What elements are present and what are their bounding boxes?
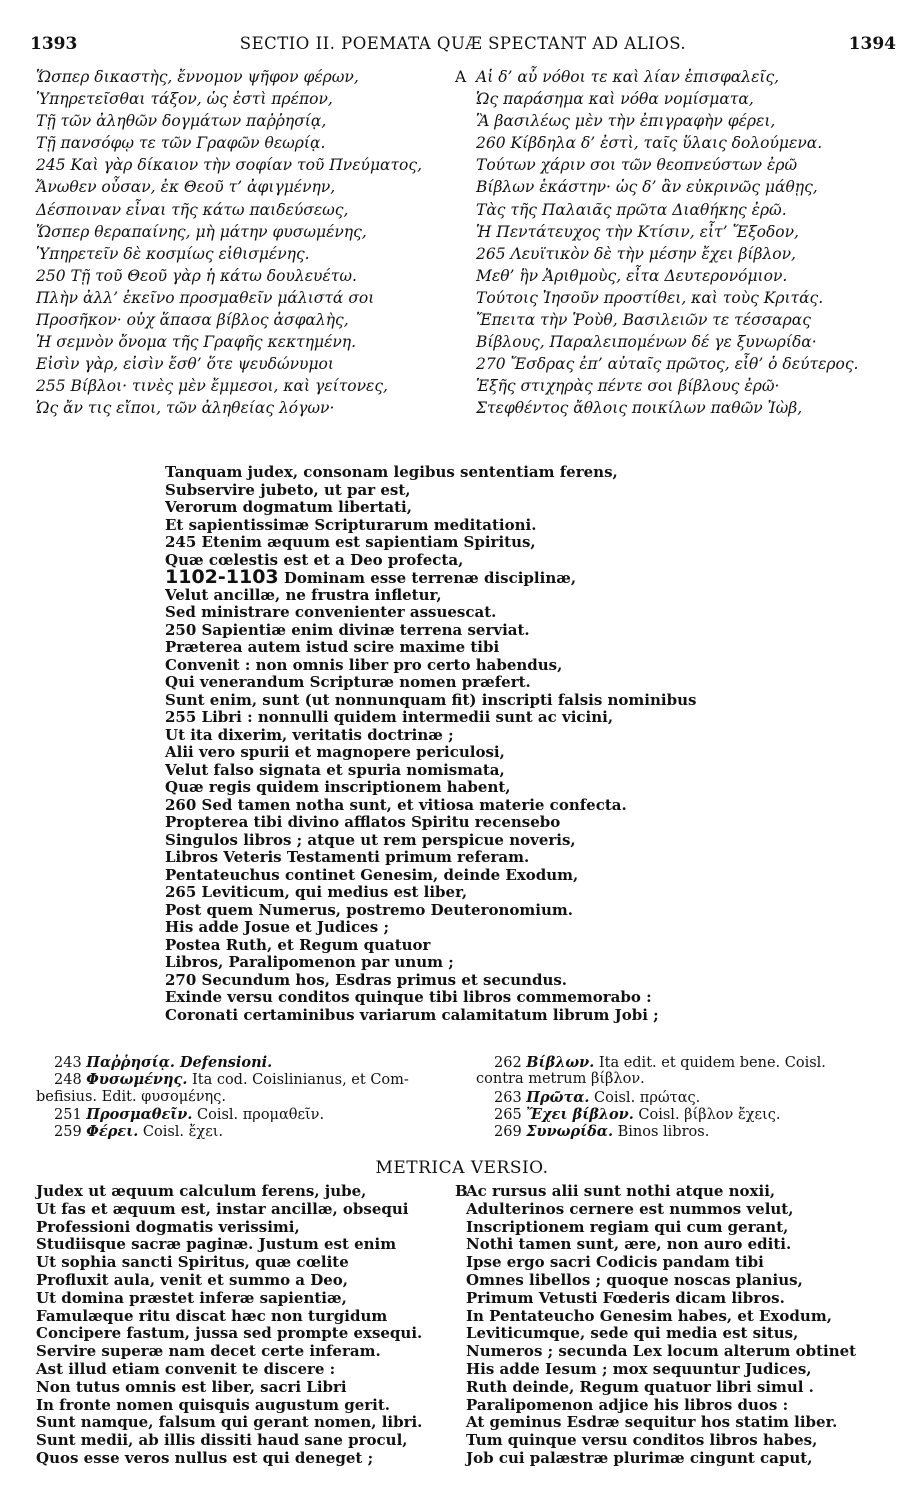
footnote-text: Coisl. προμαθεῖν.	[197, 1106, 325, 1123]
greek-verse-line: 255 Βίβλοι· τινὲς μὲν ἔμμεσοι, καὶ γείτονες,	[36, 377, 388, 396]
latin-verse-line	[165, 622, 885, 640]
greek-verse-line: Ἡ Πεντάτευχος τὴν Κτίσιν, εἶτ’ Ἔξοδον,	[476, 222, 799, 241]
metrica-verse-line: Studiisque sacræ paginæ. Justum est enim	[36, 1235, 397, 1254]
metrica-verse-line: Ruth deinde, Regum quatuor libri simul .	[466, 1377, 814, 1396]
metrica-verse-line: Concipere fastum, jussa sed prompte exsequi.	[36, 1324, 423, 1343]
latin-verse-line	[165, 499, 885, 517]
metrica-verse-line: Ipse ergo sacri Codicis pandam tibi	[466, 1253, 764, 1272]
greek-verse-line: Αἱ δ’ αὖ νόθοι τε καὶ λίαν ἐπισφαλεῖς,	[476, 68, 780, 86]
running-head: SECTIO II. POEMATA QUÆ SPECTANT AD ALIOS.	[239, 34, 687, 53]
footnote-num: 265	[494, 1106, 522, 1123]
greek-verse-line: Τούτοις Ἰησοῦν προστίθει, καὶ τοὺς Κριτάς.	[476, 288, 824, 307]
footnote-num: 243	[54, 1055, 82, 1071]
greek-verse-line: Ὡς ἄν τις εἴποι, τῶν ἀληθείας λόγων·	[36, 399, 335, 418]
latin-verse-text: Dominam esse terrenæ disciplinæ,	[283, 569, 577, 587]
latin-verse-text: Alii vero spurii et magnopere periculosi,	[165, 743, 505, 761]
latin-verse-text: Quæ cœlestis est et a Deo profecta,	[165, 550, 464, 569]
greek-verse-line: Πλὴν ἀλλ’ ἐκεῖνο προσμαθεῖν μάλιστά σοι	[36, 288, 375, 307]
latin-verse-text: Velut ancillæ, ne frustra infletur,	[165, 585, 442, 604]
latin-verse-line	[165, 849, 885, 867]
metrica-verse-line: At geminus Esdræ sequitur hos statim liber.	[466, 1413, 838, 1432]
metrica-verse-line: Inscriptionem regiam qui cum gerant,	[466, 1217, 789, 1236]
metrica-verse-line: Ut domina præstet inferæ sapientiæ,	[36, 1288, 347, 1307]
latin-verse-text: His adde Josue et Judices ;	[165, 918, 389, 936]
footnote-num: 251	[54, 1106, 82, 1123]
latin-verse-text: Ut ita dixerim, veritatis doctrinæ ;	[165, 725, 454, 744]
metrica-verse-line: Omnes libellos ; quoque noscas planius,	[466, 1270, 803, 1289]
metrica-verse-line: Ac rursus alii sunt nothi atque noxii,	[466, 1182, 776, 1200]
footnote-line	[476, 1054, 896, 1071]
latin-verse-line	[165, 989, 885, 1007]
footnote-line	[476, 1123, 896, 1140]
metrica-verse-line: Primum Vetusti Fœderis dicam libros.	[466, 1288, 785, 1307]
latin-verse-line	[165, 464, 885, 482]
greek-verse-line: Τὰς τῆς Παλαιᾶς πρῶτα Διαθήκης ἐρῶ.	[476, 200, 787, 219]
greek-verse-line: Προσῆκον· οὐχ ἅπασα βίβλος ἀσφαλὴς,	[36, 311, 349, 330]
metrica-verse-line: Tum quinque versu conditos libros habes,	[466, 1431, 818, 1450]
latin-verse-line	[165, 727, 885, 745]
greek-verse-line: Στεφθέντος ἄθλοις ποικίλων παθῶν Ἰὼβ,	[476, 399, 803, 418]
footnotes-left-column	[36, 1054, 456, 1140]
latin-verse-text: 255 Libri : nonnulli quidem intermedii sunt ac vicini,	[165, 708, 614, 726]
footnote-key: Πρῶτα.	[526, 1088, 590, 1106]
greek-verse-line: Τῇ τῶν ἀληθῶν δογμάτων παῤῥησίᾳ,	[36, 112, 327, 131]
latin-verse-text: Libros, Paralipomenon par unum ;	[165, 953, 454, 971]
footnote-num: 269	[494, 1124, 522, 1141]
latin-verse-text: Subservire jubeto, ut par est,	[165, 480, 411, 499]
footnote-text: Coisl. βίβλον ἔχεις.	[638, 1106, 781, 1123]
greek-verse-line: Ὥσπερ θεραπαίνης, μὴ μάτην φυσωμένης,	[36, 222, 367, 241]
latin-verse-line	[165, 884, 885, 902]
latin-verse-text: Qui venerandum Scripturæ nomen præfert.	[165, 673, 531, 691]
footnote-key: Φυσωμένης.	[86, 1071, 188, 1089]
column-number: 1102-1103	[165, 566, 279, 588]
footnote-num: 263	[494, 1089, 522, 1106]
greek-text-left-column	[36, 66, 456, 420]
metrica-verse-line: Quos esse veros nullus est qui deneget ;	[36, 1448, 374, 1467]
latin-verse-line	[165, 639, 885, 657]
footnote-num: 262	[494, 1055, 522, 1071]
footnote-key: Βίβλων.	[526, 1054, 595, 1071]
greek-verse-line: Ὑπηρετεῖν δὲ κοσμίως εἰθισμένης.	[36, 244, 310, 263]
footnote-key: Φέρει.	[86, 1123, 139, 1141]
footnote-line	[36, 1071, 456, 1088]
metrica-verse-line: Famulæque ritu discat hæc non turgidum	[36, 1306, 388, 1325]
metrica-versio-left-column	[36, 1183, 446, 1468]
latin-verse-text: Coronati certaminibus variarum calamitatum librum Jobi ;	[165, 1005, 659, 1024]
page-number-left: 1393	[30, 34, 78, 54]
metrica-verse-line: Ut sophia sancti Spiritus, quæ cœlite	[36, 1253, 349, 1272]
footnote-line	[36, 1089, 456, 1106]
latin-verse-line	[165, 692, 885, 710]
greek-verse-line: Τῇ πανσόφῳ τε τῶν Γραφῶν θεωρίᾳ.	[36, 134, 326, 153]
metrica-verse-line: Nothi tamen sunt, ære, non auro editi.	[466, 1235, 792, 1254]
footnote-text: Coisl. πρώτας.	[594, 1089, 701, 1106]
metrica-verse-line: In fronte nomen quisquis augustum gerit.	[36, 1395, 391, 1414]
metrica-verse-line: Judex ut æquum calculum ferens, jube,	[36, 1182, 367, 1200]
latin-verse-line	[165, 954, 885, 972]
latin-verse-line	[165, 832, 885, 850]
greek-verse-line: 250 Τῇ τοῦ Θεοῦ γὰρ ἡ κάτω δουλευέτω.	[36, 266, 357, 285]
latin-verse-line	[165, 482, 885, 500]
latin-verse-line	[165, 902, 885, 920]
greek-verse-line: 260 Κίβδηλα δ’ ἐστὶ, ταῖς ὕλαις δολούμενα.	[476, 134, 823, 153]
latin-verse-text: Quæ regis quidem inscriptionem habent,	[165, 778, 511, 796]
latin-verse-text: Post quem Numerus, postremo Deuteronomium.	[165, 900, 573, 919]
latin-verse-text: Verorum dogmatum libertati,	[165, 498, 412, 516]
footnote-line	[36, 1054, 456, 1071]
latin-verse-line	[165, 587, 885, 605]
latin-verse-text: 250 Sapientiæ enim divinæ terrena serviat.	[165, 620, 530, 639]
footnote-text: befisius. Edit. φυσομένης.	[36, 1088, 226, 1105]
latin-verse-line	[165, 657, 885, 675]
footnote-text: Coisl. ἔχει.	[142, 1124, 224, 1141]
latin-verse-line	[165, 937, 885, 955]
greek-verse-line: Ὥσπερ δικαστὴς, ἔννομον ψῆφον φέρων,	[36, 68, 359, 86]
latin-verse-text: 245 Etenim æquum est sapientiam Spiritus,	[165, 533, 536, 551]
footnote-key: Παῤῥησίᾳ. Defensioni.	[86, 1054, 273, 1071]
latin-translation	[165, 464, 885, 1024]
latin-verse-line	[165, 972, 885, 990]
greek-verse-line: Ἔπειτα τὴν Ῥοὺθ, Βασιλειῶν τε τέσσαρας	[476, 311, 811, 330]
latin-verse-text: 260 Sed tamen notha sunt, et vitiosa materie confecta.	[165, 795, 627, 814]
metrica-verse-line: Professioni dogmatis verissimi,	[36, 1217, 300, 1236]
metrica-verse-line: Numeros ; secunda Lex locum alterum obtinet	[466, 1342, 857, 1361]
latin-verse-line	[165, 867, 885, 885]
metrica-verse-line: In Pentateucho Genesim habes, et Exodum,	[466, 1306, 832, 1325]
footnote-line	[476, 1071, 896, 1088]
metrica-verse-line: Sunt medii, ab illis dissiti haud sane procul,	[36, 1431, 408, 1450]
latin-verse-text: Convenit : non omnis liber pro certo habendus,	[165, 655, 563, 674]
column-marker-a: A	[455, 68, 467, 86]
latin-verse-line	[165, 604, 885, 622]
section-title: METRICA VERSIO.	[375, 1158, 549, 1178]
latin-verse-text: Sunt enim, sunt (ut nonnunquam fit) inscripti falsis nominibus	[165, 690, 697, 709]
greek-verse-line: Μεθ’ ἣν Ἀριθμοὺς, εἶτα Δευτερονόμιον.	[476, 266, 788, 285]
footnote-line	[36, 1123, 456, 1140]
metrica-verse-line: Sunt namque, falsum qui gerant nomen, libri.	[36, 1413, 423, 1432]
greek-verse-line: 245 Καὶ γὰρ δίκαιον τὴν σοφίαν τοῦ Πνεύματος,	[36, 156, 422, 175]
metrica-verse-line: Adulterinos cernere est nummos velut,	[466, 1199, 794, 1218]
greek-verse-line: Βίβλων ἑκάστην· ὡς δ’ ἂν εὐκρινῶς μάθῃς,	[476, 178, 818, 197]
latin-verse-line	[165, 534, 885, 552]
page-number-right: 1394	[848, 34, 896, 54]
footnote-line	[476, 1106, 896, 1123]
greek-verse-line: Ἃ βασιλέως μὲν τὴν ἐπιγραφὴν φέρει,	[476, 112, 776, 131]
footnote-text: Ita edit. et quidem bene. Coisl.	[598, 1055, 826, 1071]
latin-verse-line	[165, 744, 885, 762]
metrica-verse-line: Leviticumque, sede qui media est situs,	[466, 1324, 799, 1343]
footnote-text: Ita cod. Coislinianus, et Com-	[192, 1072, 409, 1089]
footnote-key: Συνωρίδα.	[526, 1123, 614, 1141]
latin-verse-text: Sed ministrare convenienter assuescat.	[165, 603, 497, 621]
metrica-verse-line: Ast illud etiam convenit te discere :	[36, 1359, 336, 1378]
latin-verse-text: Postea Ruth, et Regum quatuor	[165, 935, 431, 954]
latin-verse-line	[165, 919, 885, 937]
latin-verse-line	[165, 566, 885, 588]
footnotes-right-column	[476, 1054, 896, 1140]
latin-verse-text: Tanquam judex, consonam legibus sententiam ferens,	[165, 463, 618, 481]
footnote-line	[36, 1106, 456, 1123]
greek-verse-line: Τούτων χάριν σοι τῶν θεοπνεύστων ἐρῶ	[476, 156, 798, 175]
latin-verse-line	[165, 709, 885, 727]
latin-verse-text: 265 Leviticum, qui medius est liber,	[165, 883, 468, 901]
greek-text-right-column	[476, 66, 896, 420]
page-header	[30, 34, 896, 56]
greek-verse-line: Βίβλους, Παραλειπομένων δέ γε ξυνωρίδα·	[476, 333, 817, 352]
column-marker-b: B	[455, 1182, 468, 1200]
latin-verse-text: Velut falso signata et spuria nomismata,	[165, 760, 505, 779]
greek-verse-line: 265 Λευϊτικὸν δὲ τὴν μέσην ἔχει βίβλον,	[476, 244, 796, 263]
latin-verse-line	[165, 1007, 885, 1025]
metrica-verse-line: His adde Iesum ; mox sequuntur Judices,	[466, 1359, 812, 1378]
latin-verse-text: Libros Veteris Testamenti primum referam.	[165, 848, 530, 866]
metrica-verse-line: Job cui palæstræ plurimæ cingunt caput,	[466, 1448, 813, 1467]
greek-verse-line: Ἡ σεμνὸν ὄνομα τῆς Γραφῆς κεκτημένη.	[36, 333, 357, 352]
latin-verse-line	[165, 517, 885, 535]
footnote-num: 248	[54, 1072, 82, 1089]
latin-verse-line	[165, 797, 885, 815]
latin-verse-text: 270 Secundum hos, Esdras primus et secundus.	[165, 970, 568, 989]
latin-verse-text: Propterea tibi divino afflatos Spiritu recensebo	[165, 813, 561, 831]
footnote-line	[476, 1089, 896, 1106]
greek-verse-line: 270 Ἔσδρας ἐπ’ αὐταῖς πρῶτος, εἶθ’ ὁ δεύτερος.	[476, 355, 859, 374]
greek-verse-line: Δέσποιναν εἶναι τῆς κάτω παιδεύσεως,	[36, 200, 349, 219]
latin-verse-text: Et sapientissimæ Scripturarum meditationi.	[165, 515, 537, 534]
latin-verse-text: Pentateuchus continet Genesim, deinde Exodum,	[165, 865, 579, 884]
metrica-verse-line: Ut fas et æquum est, instar ancillæ, obsequi	[36, 1199, 409, 1218]
metrica-verse-line: Servire superæ nam decet certe inferam.	[36, 1342, 381, 1361]
metrica-verse-line: Non tutus omnis est liber, sacri Libri	[36, 1377, 347, 1396]
latin-verse-line	[165, 779, 885, 797]
latin-verse-line	[165, 762, 885, 780]
latin-verse-text: Singulos libros ; atque ut rem perspicue noveris,	[165, 830, 576, 849]
latin-verse-text: Exinde versu conditos quinque tibi libros commemorabo :	[165, 988, 652, 1006]
greek-verse-line: Ἑξῆς στιχηρὰς πέντε σοι βίβλους ἐρῶ·	[476, 377, 780, 396]
footnote-key: Ἔχει βίβλον.	[526, 1105, 634, 1123]
greek-verse-line: Εἰσὶν γὰρ, εἰσὶν ἔσθ’ ὅτε ψευδώνυμοι	[36, 355, 334, 374]
metrica-versio-right-column	[466, 1183, 896, 1468]
footnote-key: Προσμαθεῖν.	[86, 1105, 193, 1123]
greek-verse-line: Ἄνωθεν οὖσαν, ἐκ Θεοῦ τ’ ἀφιγμένην,	[36, 178, 336, 197]
metrica-verse-line: Profluxit aula, venit et summo a Deo,	[36, 1270, 349, 1289]
greek-verse-line: Ὡς παράσημα καὶ νόθα νομίσματα,	[476, 90, 754, 109]
latin-verse-line	[165, 814, 885, 832]
footnote-text: Binos libros.	[617, 1124, 710, 1141]
footnote-text: contra metrum βίβλον.	[476, 1071, 645, 1088]
latin-verse-text: Præterea autem istud scire maxime tibi	[165, 638, 500, 656]
latin-verse-line	[165, 674, 885, 692]
footnote-num: 259	[54, 1124, 82, 1141]
metrica-verse-line: Paralipomenon adjice his libros duos :	[466, 1395, 789, 1414]
greek-verse-line: Ὑπηρετεῖσθαι τάξον, ὡς ἐστὶ πρέπον,	[36, 90, 333, 109]
